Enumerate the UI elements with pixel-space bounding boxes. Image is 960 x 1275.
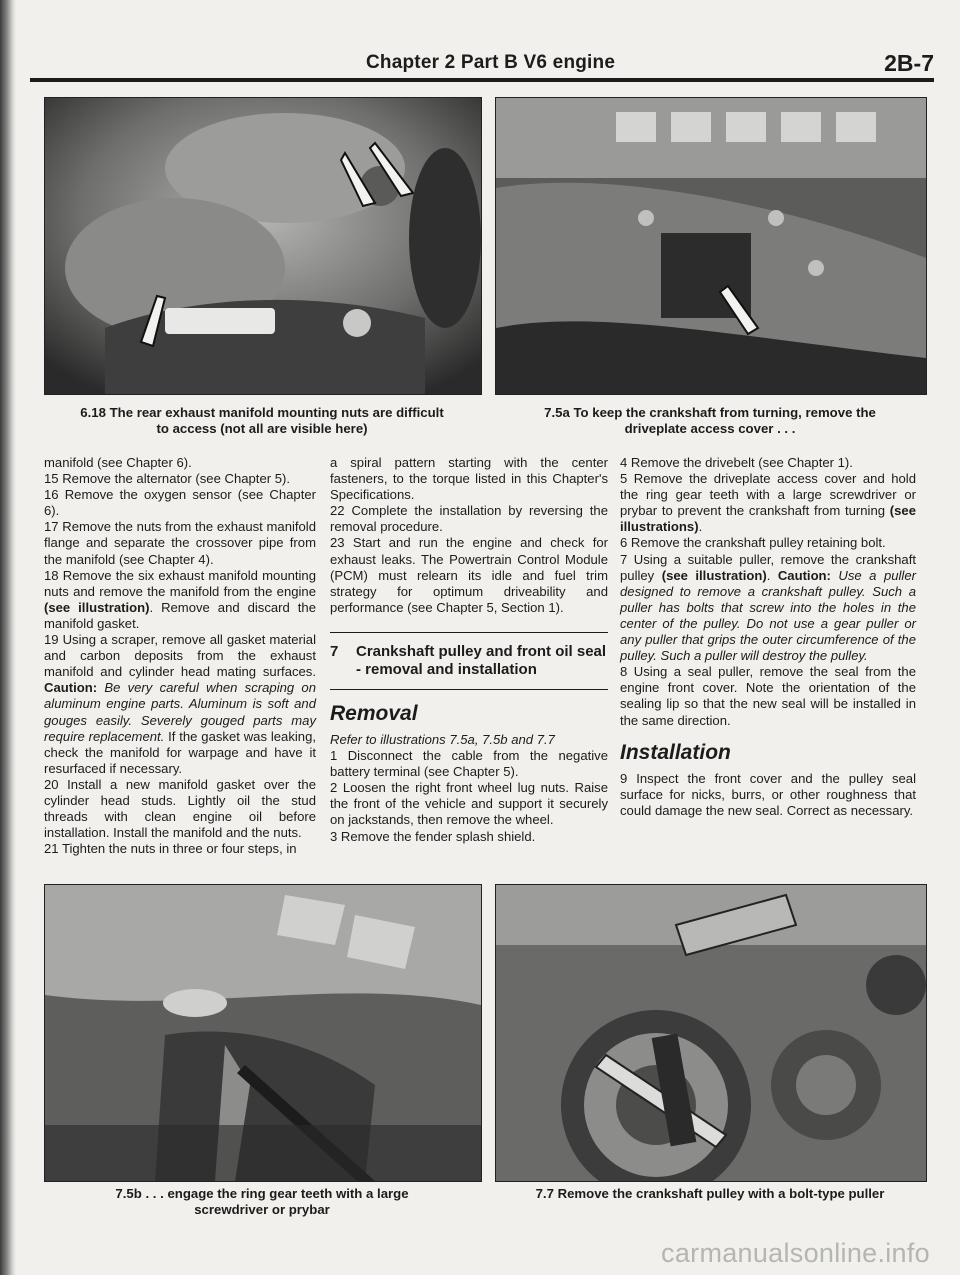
caption-fig-6-18-line2: to access (not all are visible here) bbox=[156, 421, 368, 436]
caption-fig-7-5a-line1: 7.5a To keep the crankshaft from turning, remove the bbox=[544, 405, 876, 420]
caption-fig-7-5a-line2: driveplate access cover . . . bbox=[624, 421, 796, 436]
step-3: 3 Remove the fender splash shield. bbox=[330, 828, 536, 844]
photo-ring-gear-prybar-image bbox=[45, 885, 481, 1181]
caption-fig-7-5a bbox=[495, 405, 925, 437]
photo-pulley-puller bbox=[495, 884, 927, 1182]
step-21: 21 Tighten the nuts in three or four steps, in bbox=[44, 841, 297, 857]
page-header bbox=[30, 48, 934, 82]
step-8: 8 Using a seal puller, remove the seal from the engine front cover. Note the orientation of the sealing lip so that the new seal will be installed in the same direction. bbox=[620, 664, 916, 728]
photo-driveplate-cover bbox=[495, 97, 927, 395]
step-6: 6 Remove the crankshaft pulley retaining bolt. bbox=[620, 535, 886, 551]
step-9: 9 Inspect the front cover and the pulley seal surface for nicks, burrs, or other roughness that could damage the new seal. Correct as necessary. bbox=[620, 770, 916, 818]
section-title: Crankshaft pulley and front oil seal - removal and installation bbox=[356, 642, 607, 678]
header-rule bbox=[30, 78, 934, 82]
step-5-text-end: . bbox=[698, 519, 703, 535]
text-column-2 bbox=[330, 455, 608, 845]
step-22: 22 Complete the installation by reversing the removal procedure. bbox=[330, 503, 608, 535]
step-19-text: 19 Using a scraper, remove all gasket material and carbon deposits from the exhaust manifold and cylinder head mating surfaces. bbox=[44, 632, 316, 680]
step-7-caution-label: Caution: bbox=[777, 567, 831, 583]
step-20: 20 Install a new manifold gasket over the cylinder head studs. Lightly oil the stud threads with clean engine oil before installation. Install the manifold and the nuts. bbox=[44, 776, 316, 841]
step-19-caution-label: Caution: bbox=[44, 680, 98, 696]
step-15: 15 Remove the alternator (see Chapter 5). bbox=[44, 471, 291, 487]
caption-fig-6-18-line1: 6.18 The rear exhaust manifold mounting nuts are difficult bbox=[80, 405, 444, 420]
section-7-heading bbox=[330, 632, 608, 690]
step-5-text: 5 Remove the driveplate access cover and hold the ring gear teeth with a large screwdriver or prybar to prevent the crankshaft from turning bbox=[620, 471, 916, 519]
step-7-period: . bbox=[766, 567, 778, 583]
caption-fig-7-5b bbox=[44, 1186, 480, 1218]
caption-fig-7-5b-line2: screwdriver or prybar bbox=[194, 1202, 330, 1217]
subhead-removal: Removal bbox=[330, 701, 418, 725]
step-19 bbox=[44, 632, 316, 777]
photo-driveplate-cover-image bbox=[496, 98, 926, 394]
step-7-caution-text: Use a puller designed to remove a crankshaft pulley. Such a puller has bolts that screw into the holes in the center of the pulley. Do not use a gear puller or any puller that grips the outer circumference of the pulley. Such a puller will destroy the pulley. bbox=[620, 567, 916, 664]
photo-exhaust-manifold-image bbox=[45, 98, 481, 394]
caption-fig-7-5b-line1: 7.5b . . . engage the ring gear teeth with a large bbox=[115, 1186, 409, 1201]
text-column-3 bbox=[620, 455, 916, 819]
photo-pulley-puller-image bbox=[496, 885, 926, 1181]
step-19-caution-text: Be very careful when scraping on aluminum engine parts. Aluminum is soft and gouges easily. Severely gouged parts may require replacement. bbox=[44, 680, 316, 744]
step-19-text-end: If the gasket was leaking, check the manifold for warpage and have it resurfaced if necessary. bbox=[44, 728, 316, 776]
step-16: 16 Remove the oxygen sensor (see Chapter 6). bbox=[44, 487, 316, 519]
caption-fig-7-7-text: 7.7 Remove the crankshaft pulley with a bolt-type puller bbox=[535, 1186, 885, 1201]
page-number: 2B-7 bbox=[884, 50, 934, 76]
step-1: 1 Disconnect the cable from the negative battery terminal (see Chapter 5). bbox=[330, 748, 608, 780]
subhead-installation: Installation bbox=[620, 740, 731, 764]
step-4: 4 Remove the drivebelt (see Chapter 1). bbox=[620, 455, 853, 470]
caption-fig-7-7 bbox=[495, 1186, 925, 1202]
section-number: 7 bbox=[330, 642, 339, 660]
step-18-illustration-ref: (see illustration) bbox=[44, 599, 150, 615]
watermark: carmanualsonline.info bbox=[661, 1238, 930, 1268]
para-manifold-cont: manifold (see Chapter 6). bbox=[44, 455, 192, 470]
chapter-title: Chapter 2 Part B V6 engine bbox=[366, 52, 616, 73]
page-binding-shadow bbox=[0, 0, 16, 1275]
caption-fig-6-18 bbox=[44, 405, 480, 437]
refer-illustrations: Refer to illustrations 7.5a, 7.5b and 7.7 bbox=[330, 731, 555, 747]
step-7-text: 7 Using a suitable puller, remove the crankshaft pulley bbox=[620, 551, 916, 583]
photo-ring-gear-prybar bbox=[44, 884, 482, 1182]
text-column-1 bbox=[44, 455, 316, 857]
step-18-text-end: . Remove and discard the manifold gasket. bbox=[44, 599, 316, 631]
step-2: 2 Loosen the right front wheel lug nuts. Raise the front of the vehicle and support it securely on jackstands, then remove the wheel. bbox=[330, 780, 608, 828]
step-5 bbox=[620, 471, 916, 535]
step-7 bbox=[620, 552, 916, 665]
step-18 bbox=[44, 568, 316, 632]
step-23: 23 Start and run the engine and check for exhaust leaks. The Powertrain Control Module (PCM) must relearn its idle and fuel trim strategy for optimum driveability and performance (see Chapter 5, Section 1). bbox=[330, 535, 608, 615]
step-18-text: 18 Remove the six exhaust manifold mounting nuts and remove the manifold from the engine bbox=[44, 567, 316, 599]
step-17: 17 Remove the nuts from the exhaust manifold flange and separate the crossover pipe from the manifold (see Chapter 4). bbox=[44, 519, 316, 567]
photo-exhaust-manifold bbox=[44, 97, 482, 395]
step-5-illustration-ref: (see illustrations) bbox=[620, 503, 916, 535]
step-21-cont: a spiral pattern starting with the center fasteners, to the torque listed in this Chapter's Specifications. bbox=[330, 455, 608, 503]
step-7-illustration-ref: (see illustration) bbox=[661, 567, 767, 583]
